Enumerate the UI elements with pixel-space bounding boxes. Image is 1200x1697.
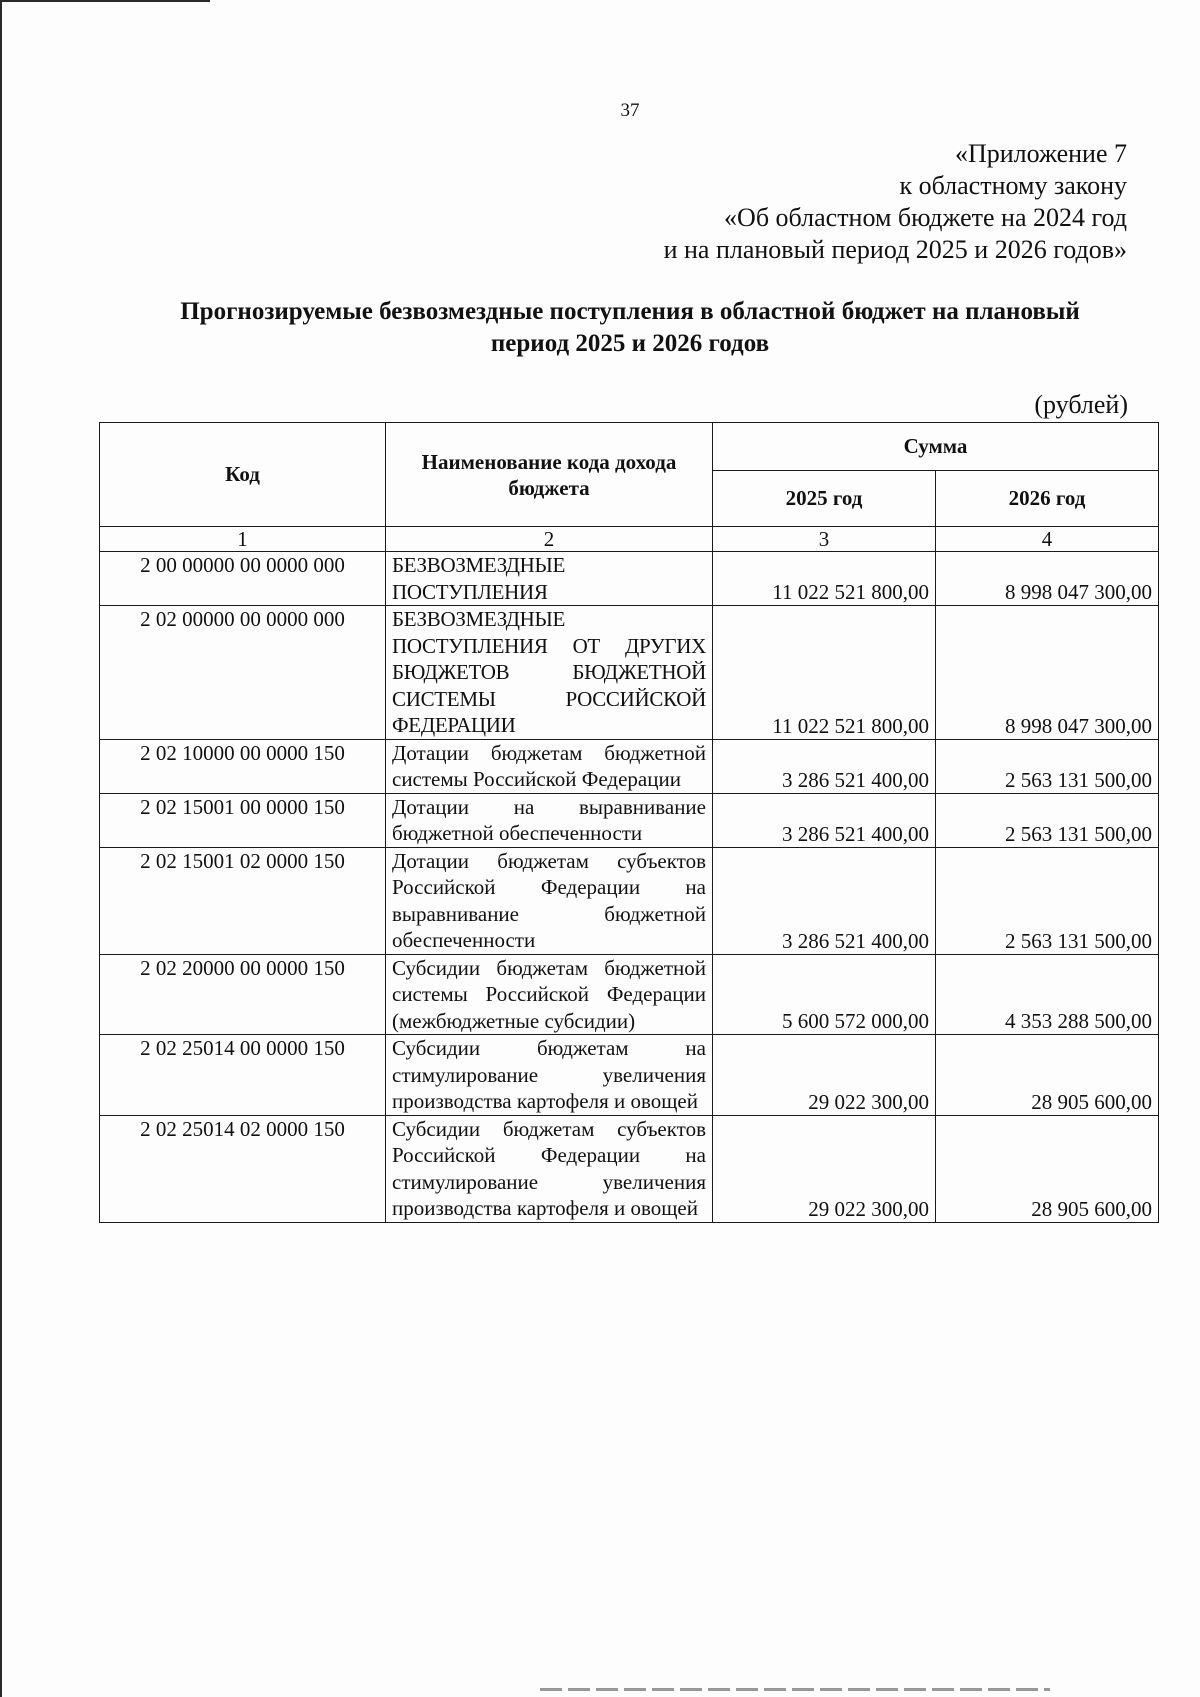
row-name: Дотации на выравнивание бюджетной обеспеченности: [386, 793, 713, 847]
table-row: [100, 606, 1159, 740]
appendix-line-4: и на плановый период 2025 и 2026 годов»: [663, 235, 1127, 264]
table-row: [100, 847, 1159, 954]
header-name: Наименование кода дохода бюджета: [386, 423, 713, 527]
row-amount-2025: 5 600 572 000,00: [713, 954, 936, 1035]
row-name: БЕЗВОЗМЕЗДНЫЕ ПОСТУПЛЕНИЯ: [386, 552, 713, 606]
row-code: 2 02 15001 00 0000 150: [100, 793, 386, 847]
row-amount-2026: 4 353 288 500,00: [936, 954, 1159, 1035]
table-row: [100, 954, 1159, 1035]
appendix-line-1: «Приложение 7: [954, 139, 1127, 168]
scan-left-edge: [0, 0, 2, 1697]
row-name: Субсидии бюджетам на стимулирование увеличения производства картофеля и овощей: [386, 1035, 713, 1116]
row-name: БЕЗВОЗМЕЗДНЫЕ ПОСТУПЛЕНИЯ ОТ ДРУГИХ БЮДЖЕТОВ БЮДЖЕТНОЙ СИСТЕМЫ РОССИЙСКОЙ ФЕДЕРАЦИИ: [386, 606, 713, 740]
scan-bottom-artifact: [540, 1688, 1050, 1691]
row-amount-2025: 11 022 521 800,00: [713, 606, 936, 740]
table-row: [100, 1035, 1159, 1116]
revenue-table: [99, 422, 1159, 1223]
row-amount-2026: 8 998 047 300,00: [936, 606, 1159, 740]
row-amount-2026: 28 905 600,00: [936, 1115, 1159, 1222]
table-row: [100, 1115, 1159, 1222]
table-row: [100, 552, 1159, 606]
page-number: 37: [620, 100, 640, 121]
column-number-row: [100, 527, 1159, 552]
header-sum: Сумма: [713, 423, 1159, 471]
table-row: [100, 739, 1159, 793]
row-code: 2 02 25014 00 0000 150: [100, 1035, 386, 1116]
column-number: 2: [386, 527, 713, 552]
header-code: Код: [100, 423, 386, 527]
row-amount-2026: 2 563 131 500,00: [936, 847, 1159, 954]
scan-top-edge: [0, 0, 210, 2]
row-code: 2 02 00000 00 0000 000: [100, 606, 386, 740]
document-title: [130, 296, 1130, 360]
column-number: 1: [100, 527, 386, 552]
row-code: 2 02 25014 02 0000 150: [100, 1115, 386, 1222]
header-year-2026: 2026 год: [936, 471, 1159, 527]
units-label: (рублей): [1034, 390, 1128, 419]
row-code: 2 02 20000 00 0000 150: [100, 954, 386, 1035]
row-amount-2025: 29 022 300,00: [713, 1115, 936, 1222]
appendix-header: [664, 138, 1127, 266]
appendix-line-3: «Об областном бюджете на 2024 год: [724, 203, 1127, 232]
row-name: Дотации бюджетам субъектов Российской Федерации на выравнивание бюджетной обеспеченности: [386, 847, 713, 954]
row-amount-2025: 3 286 521 400,00: [713, 793, 936, 847]
row-name: Субсидии бюджетам субъектов Российской Федерации на стимулирование увеличения производства картофеля и овощей: [386, 1115, 713, 1222]
column-number: 3: [713, 527, 936, 552]
row-amount-2025: 3 286 521 400,00: [713, 739, 936, 793]
appendix-line-2: к областному закону: [899, 171, 1127, 200]
row-name: Субсидии бюджетам бюджетной системы Российской Федерации (межбюджетные субсидии): [386, 954, 713, 1035]
title-line-2: период 2025 и 2026 годов: [490, 330, 770, 357]
column-number: 4: [936, 527, 1159, 552]
row-code: 2 00 00000 00 0000 000: [100, 552, 386, 606]
header-year-2025: 2025 год: [713, 471, 936, 527]
table-row: [100, 793, 1159, 847]
row-amount-2025: 29 022 300,00: [713, 1035, 936, 1116]
title-line-1: Прогнозируемые безвозмездные поступления в областной бюджет на плановый: [180, 298, 1080, 325]
row-code: 2 02 10000 00 0000 150: [100, 739, 386, 793]
row-amount-2025: 11 022 521 800,00: [713, 552, 936, 606]
row-amount-2025: 3 286 521 400,00: [713, 847, 936, 954]
row-amount-2026: 8 998 047 300,00: [936, 552, 1159, 606]
row-amount-2026: 2 563 131 500,00: [936, 739, 1159, 793]
row-code: 2 02 15001 02 0000 150: [100, 847, 386, 954]
row-amount-2026: 2 563 131 500,00: [936, 793, 1159, 847]
row-name: Дотации бюджетам бюджетной системы Российской Федерации: [386, 739, 713, 793]
row-amount-2026: 28 905 600,00: [936, 1035, 1159, 1116]
